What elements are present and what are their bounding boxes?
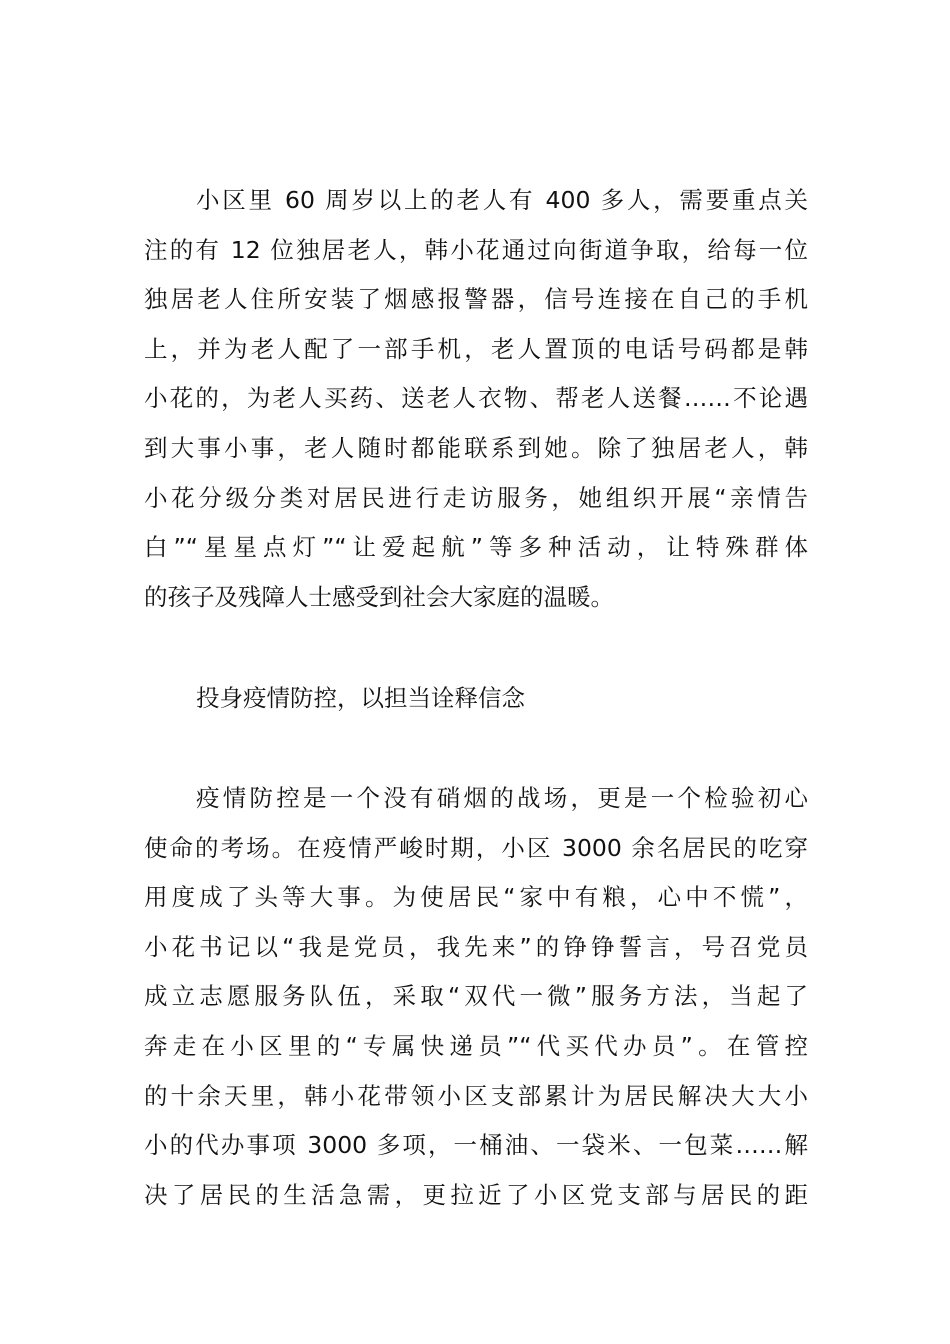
paragraph-line: 疫情防控是一个没有硝烟的战场，更是一个检验初心 bbox=[196, 784, 808, 812]
paragraph-line: 奔走在小区里的“专属快递员”“代买代办员”。在管控 bbox=[144, 1031, 808, 1060]
paragraph-line: 成立志愿服务队伍，采取“双代一微”服务方法，当起了 bbox=[144, 982, 808, 1011]
paragraph-line: 小区里 60 周岁以上的老人有 400 多人，需要重点关 bbox=[196, 186, 808, 214]
paragraph-line: 使命的考场。在疫情严峻时期，小区 3000 余名居民的吃穿 bbox=[144, 833, 808, 862]
paragraph-line: 小花书记以“我是党员，我先来”的铮铮誓言，号召党员 bbox=[144, 932, 808, 961]
paragraph-line: 注的有 12 位独居老人，韩小花通过向街道争取，给每一位 bbox=[144, 235, 808, 264]
section-heading-text: 投身疫情防控，以担当诠释信念 bbox=[196, 684, 525, 712]
paragraph-line: 小的代办事项 3000 多项，一桶油、一袋米、一包菜……解 bbox=[144, 1131, 808, 1160]
paragraph-line: 小花的，为老人买药、送老人衣物、帮老人送餐……不论遇 bbox=[144, 384, 808, 413]
paragraph-line: 独居老人住所安装了烟感报警器，信号连接在自己的手机 bbox=[144, 285, 808, 314]
paragraph-line: 上，并为老人配了一部手机，老人置顶的电话号码都是韩 bbox=[144, 334, 808, 363]
paragraph-line: 的十余天里，韩小花带领小区支部累计为居民解决大大小 bbox=[144, 1081, 808, 1110]
paragraph-line: 用度成了头等大事。为使居民“家中有粮，心中不慌”， bbox=[144, 883, 808, 912]
paragraph-epidemic-control bbox=[144, 774, 808, 1220]
section-heading bbox=[144, 674, 808, 724]
paragraph-line: 到大事小事，老人随时都能联系到她。除了独居老人，韩 bbox=[144, 433, 808, 462]
paragraph-elderly-care bbox=[144, 176, 808, 622]
paragraph-line: 决了居民的生活急需，更拉近了小区党支部与居民的距 bbox=[144, 1180, 808, 1209]
paragraph-line: 小花分级分类对居民进行走访服务，她组织开展“亲情告 bbox=[144, 483, 808, 512]
paragraph-line: 的孩子及残障人士感受到社会大家庭的温暖。 bbox=[144, 582, 614, 611]
paragraph-line: 白”“星星点灯”“让爱起航”等多种活动，让特殊群体 bbox=[144, 533, 808, 562]
